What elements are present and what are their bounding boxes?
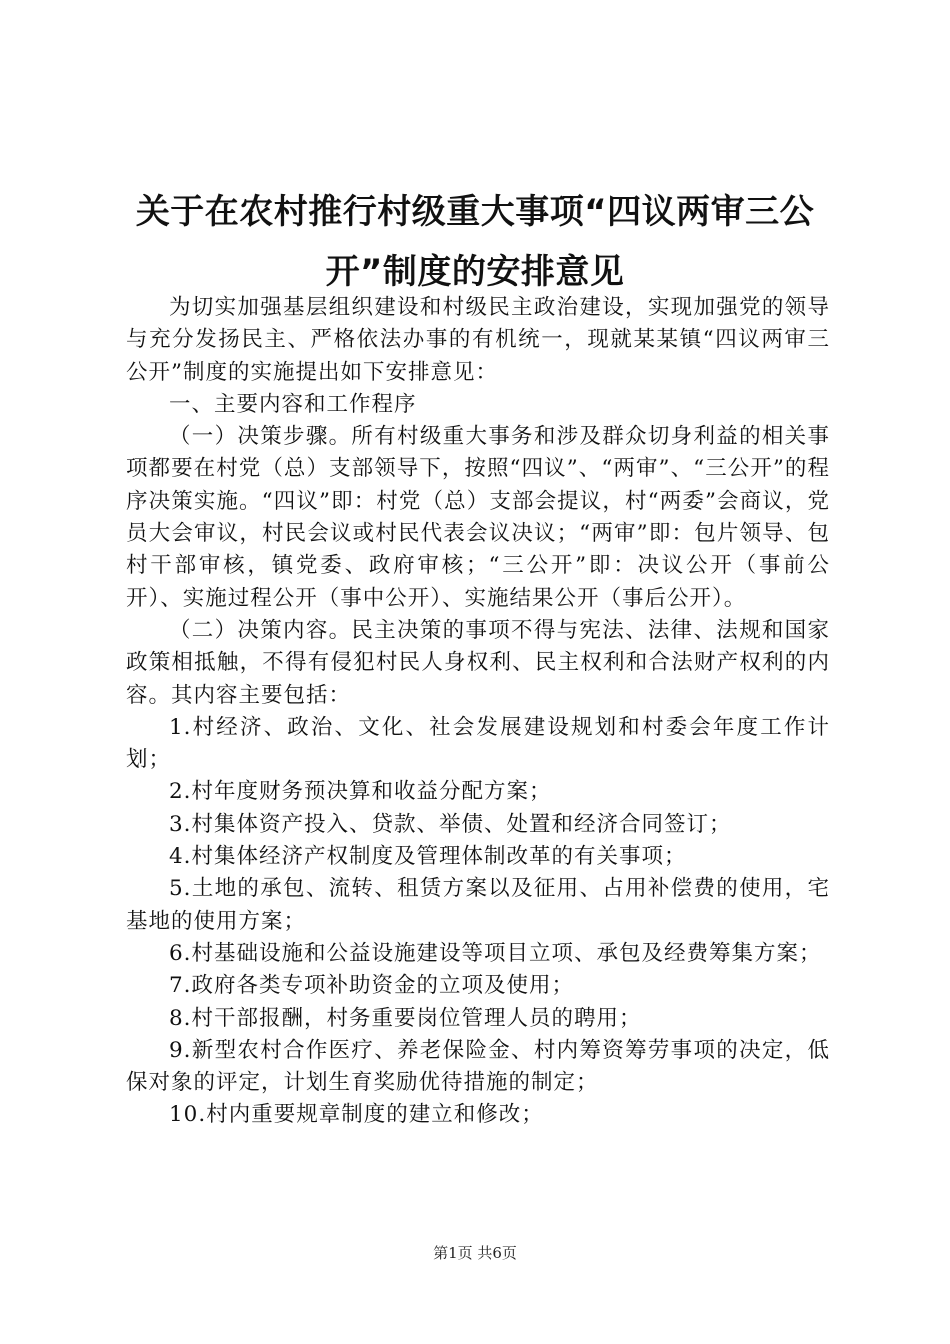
paragraph-decision-steps: （一）决策步骤。所有村级重大事务和涉及群众切身利益的相关事项都要在村党（总）支部领导下，按照“四议”、“两审”、“三公开”的程序决策实施。“四议”即：村党（总）支部会提议，村“两委”会商议，党员大会审议，村民会议或村民代表会议决议；“两审”即：包片领导、包村干部审核，镇党委、政府审核；“三公开”即：决议公开（事前公开）、实施过程公开（事中公开）、实施结果公开（事后公开）。 [126,424,830,611]
intro-paragraph: 为切实加强基层组织建设和村级民主政治建设，实现加强党的领导与充分发扬民主、严格依法办事的有机统一，现就某某镇“四议两审三公开”制度的实施提出如下安排意见： [126,295,830,385]
list-item: 6.村基础设施和公益设施建设等项目立项、承包及经费筹集方案； [169,940,822,966]
page-number-footer: 第1页 共6页 [433,1244,517,1262]
document-body [126,292,830,1132]
list-item: 1.村经济、政治、文化、社会发展建设规划和村委会年度工作计划； [126,714,830,773]
list-item: 2.村年度财务预决算和收益分配方案； [169,779,552,805]
list-item: 5.土地的承包、流转、租赁方案以及征用、占用补偿费的使用，宅基地的使用方案； [126,876,830,934]
list-item: 7.政府各类专项补助资金的立项及使用； [169,973,575,999]
list-item: 9.新型农村合作医疗、养老保险金、村内筹资筹劳事项的决定，低保对象的评定，计划生育奖励优待措施的制定； [126,1037,830,1096]
paragraph-decision-content: （二）决策内容。民主决策的事项不得与宪法、法律、法规和国家政策相抵触，不得有侵犯村民人身权利、民主权利和合法财产权利的内容。其内容主要包括： [126,617,830,708]
section-heading: 一、主要内容和工作程序 [169,391,417,417]
list-item: 3.村集体资产投入、贷款、举债、处置和经济合同签订； [169,811,732,837]
list-item: 10.村内重要规章制度的建立和修改； [169,1102,544,1128]
list-item: 4.村集体经济产权制度及管理体制改革的有关事项； [169,844,687,870]
list-item: 8.村干部报酬，村务重要岗位管理人员的聘用； [169,1005,642,1031]
document-title: 关于在农村推行村级重大事项“四议两审三公开”制度的安排意见 [135,192,815,292]
